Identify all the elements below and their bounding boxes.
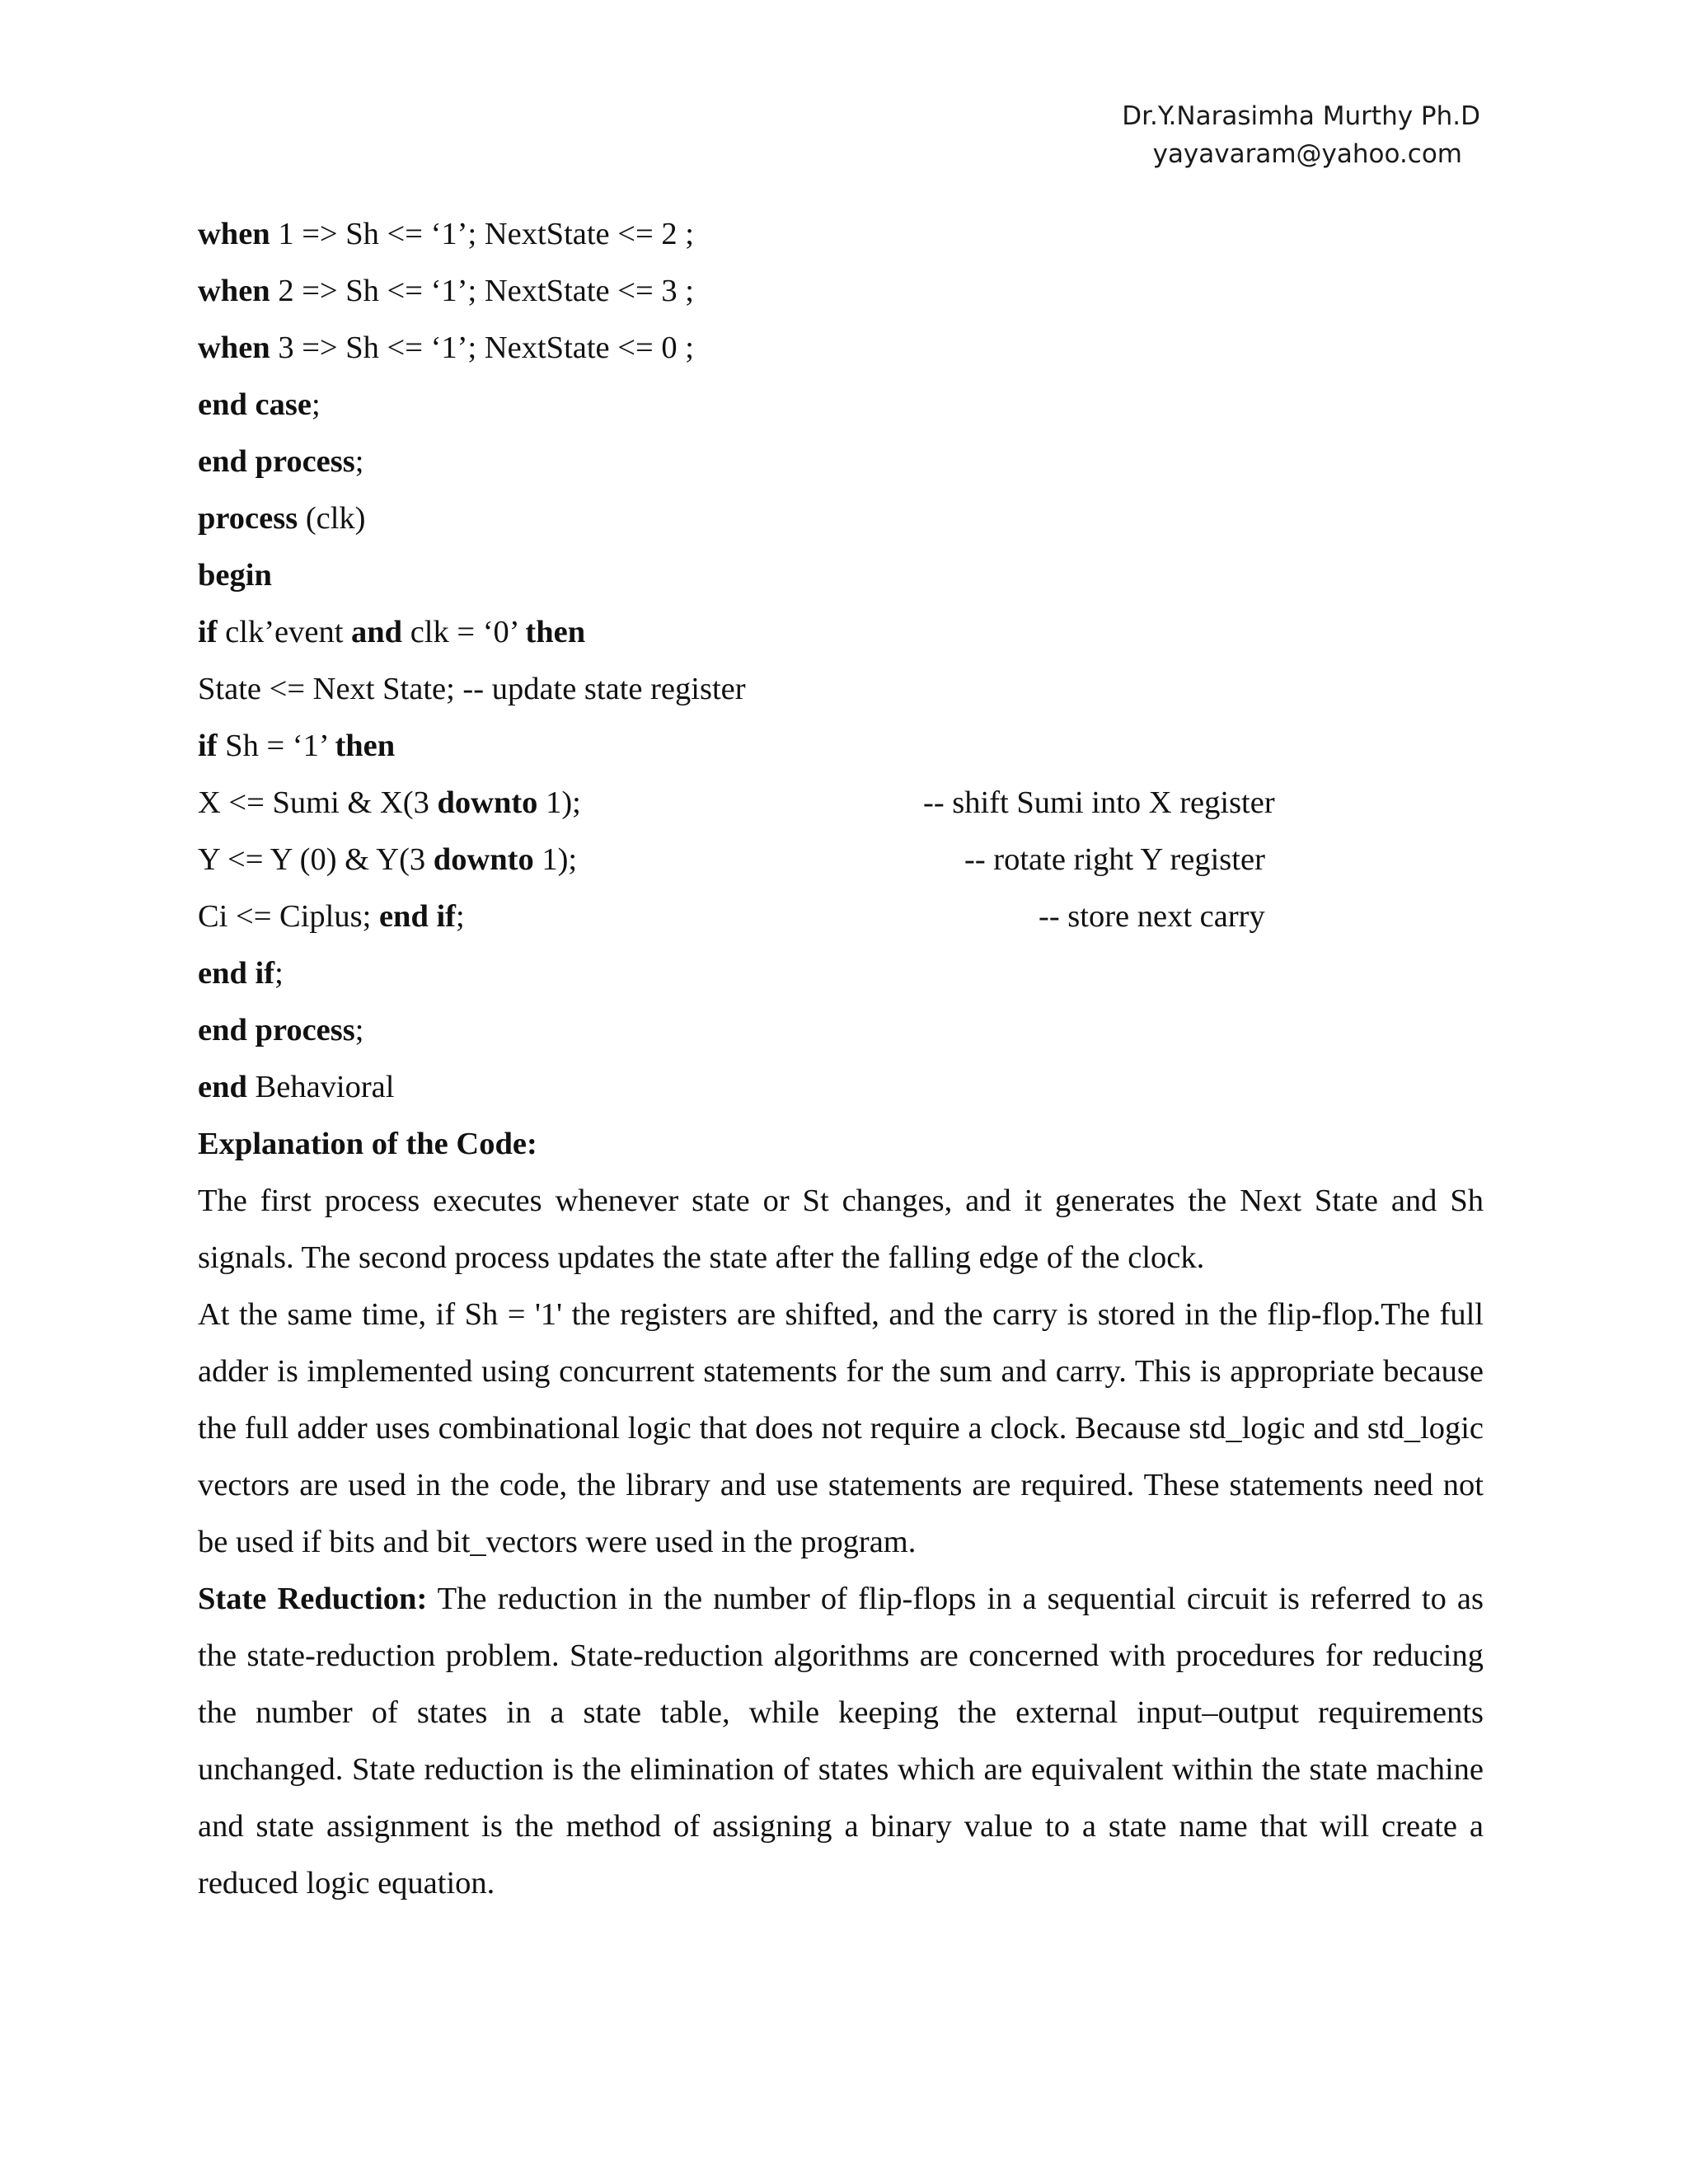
code-text: Y <= Y (0) & Y(3 xyxy=(198,842,434,877)
keyword: end process xyxy=(198,1013,355,1047)
code-text: 3 => Sh <= ‘1’; NextState <= 0 ; xyxy=(270,330,694,365)
keyword: then xyxy=(335,729,396,763)
code-line-begin xyxy=(198,547,1484,604)
keyword: end case xyxy=(198,387,312,422)
keyword: begin xyxy=(198,558,272,593)
author-email: yayavaram@yahoo.com xyxy=(1152,139,1462,169)
code-line-when-3 xyxy=(198,320,1484,377)
state-reduction-paragraph xyxy=(198,1571,1484,1912)
code-line-ci-store xyxy=(198,888,1484,945)
keyword: process xyxy=(198,501,298,536)
code-text: 2 => Sh <= ‘1’; NextState <= 3 ; xyxy=(270,274,694,308)
code-line-end-process-1 xyxy=(198,434,1484,490)
keyword: when xyxy=(198,274,270,308)
keyword: downto xyxy=(433,842,534,877)
explanation-paragraph-1: The first process executes whenever state or St changes, and it generates the Next State and Sh signals. The second process updates the state after the falling edge of the clock. xyxy=(198,1183,1484,1275)
code-text: Ci <= Ciplus; xyxy=(198,899,379,934)
page-header xyxy=(1122,97,1480,173)
code-comment: -- store next carry xyxy=(1039,899,1265,934)
code-line-y-rotate xyxy=(198,832,1484,888)
code-line-if-sh xyxy=(198,718,1484,775)
keyword: and xyxy=(351,615,403,649)
state-reduction-text: The reduction in the number of flip-flops in a sequential circuit is referred to as the state-reduction problem. State-reduction algorithms are concerned with procedures for reducing the number of states in a state table, while keeping the external input–output requirements unchanged. State reduction is the elimination of states which are equivalent within the state machine and state assignment is the method of assigning a binary value to a state name that will create a reduced logic equation. xyxy=(198,1582,1484,1900)
code-text: (clk) xyxy=(298,501,366,536)
code-line-if-clk xyxy=(198,604,1484,661)
keyword: downto xyxy=(437,785,538,820)
author-name: Dr.Y.Narasimha Murthy Ph.D xyxy=(1122,101,1480,131)
keyword: end process xyxy=(198,444,355,479)
code-text: ; xyxy=(354,444,364,479)
keyword: when xyxy=(198,217,270,251)
keyword: when xyxy=(198,330,270,365)
section-heading-explanation: Explanation of the Code: xyxy=(198,1127,537,1161)
code-text: 1 => Sh <= ‘1’; NextState <= 2 ; xyxy=(270,217,694,251)
code-line-state-update xyxy=(198,661,1484,718)
code-line-process xyxy=(198,490,1484,547)
code-text: ; xyxy=(274,956,284,991)
code-text: 1); xyxy=(533,842,578,877)
code-text: X <= Sumi & X(3 xyxy=(198,785,438,820)
document-body xyxy=(198,206,1484,1912)
keyword: then xyxy=(525,615,586,649)
keyword: if xyxy=(198,615,218,649)
code-comment: -- rotate right Y register xyxy=(964,842,1265,877)
code-line-x-shift xyxy=(198,775,1484,832)
code-text: ; xyxy=(354,1013,364,1047)
keyword: end xyxy=(198,1070,247,1104)
code-line-end-if xyxy=(198,945,1484,1002)
code-text: ; xyxy=(456,899,465,934)
code-line-end-behavioral xyxy=(198,1059,1484,1116)
code-line-when-1 xyxy=(198,206,1484,263)
code-comment: -- shift Sumi into X register xyxy=(923,785,1275,820)
code-text: clk’event xyxy=(217,615,352,649)
code-text: clk = ‘0’ xyxy=(402,615,526,649)
code-text: 1); xyxy=(537,785,581,820)
code-line-end-process-2 xyxy=(198,1002,1484,1059)
code-text: ; xyxy=(311,387,321,422)
keyword: end if xyxy=(378,899,456,934)
code-text: Behavioral xyxy=(246,1070,395,1104)
explanation-paragraph-2: At the same time, if Sh = '1' the registers are shifted, and the carry is stored in the flip-flop.The full adder is implemented using concurrent statements for the sum and carry. This is appropriate because the full adder uses combinational logic that does not require a clock. Because std_logic and std_logic vectors are used in the code, the library and use statements are required. These statements need not be used if bits and bit_vectors were used in the program. xyxy=(198,1297,1484,1559)
code-line-when-2 xyxy=(198,263,1484,320)
state-reduction-label: State Reduction: xyxy=(198,1582,428,1616)
code-text: State <= Next State; -- update state register xyxy=(198,672,746,706)
keyword: if xyxy=(198,729,218,763)
code-text: Sh = ‘1’ xyxy=(217,729,335,763)
keyword: end if xyxy=(198,956,275,991)
code-line-end-case xyxy=(198,377,1484,434)
